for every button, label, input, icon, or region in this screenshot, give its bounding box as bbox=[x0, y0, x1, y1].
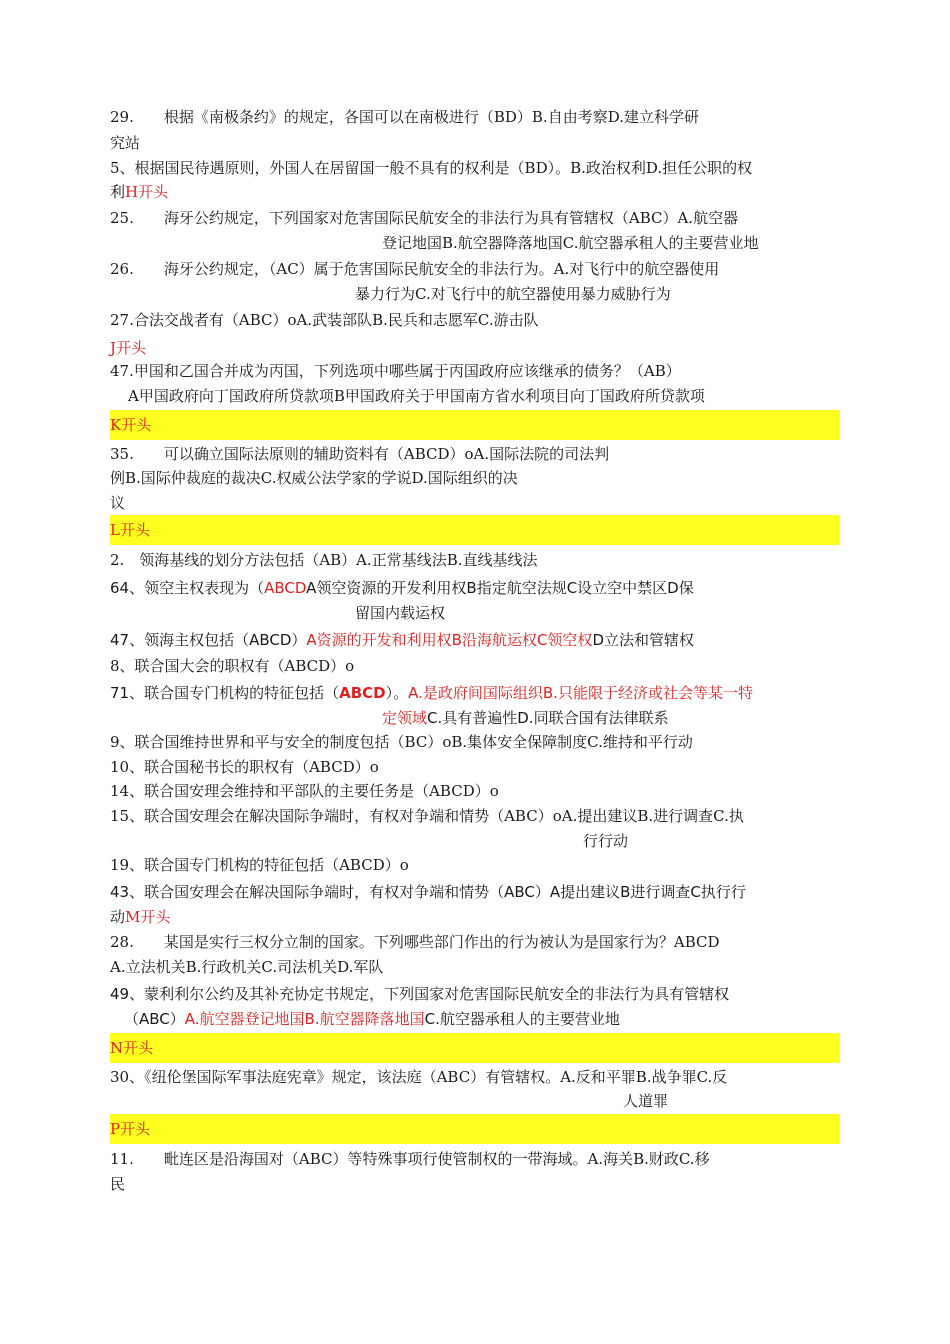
q64-line2: 留国内载运权 bbox=[355, 604, 446, 622]
q26-line1: 26. 海牙公约规定，（AC）属于危害国际民航安全的非法行为。A.对飞行中的航空器使用 bbox=[110, 260, 720, 278]
section-heading-h: H开头 bbox=[125, 183, 169, 201]
section-heading-j: J开头 bbox=[110, 339, 147, 357]
q49-line2 bbox=[124, 1008, 620, 1030]
section-heading-p: P开头 bbox=[110, 1120, 151, 1138]
q71-options: C.具有普遍性D.同联合国有法律联系 bbox=[427, 709, 669, 727]
q71-red-tail: 定领域 bbox=[382, 709, 428, 727]
section-heading-k: K开头 bbox=[110, 416, 152, 434]
q64-answer: ABCD bbox=[264, 579, 307, 597]
section-band-n bbox=[110, 1033, 840, 1063]
q25-line2: 登记地国B.航空器降落地国C.航空器承租人的主要营业地 bbox=[382, 234, 759, 252]
q11-line2: 民 bbox=[110, 1175, 126, 1193]
q47a-line1: 47.甲国和乙国合并成为丙国，下列选项中哪些属于丙国政府应该继承的债务？（AB） bbox=[110, 362, 681, 380]
section-band-p bbox=[110, 1114, 840, 1144]
q35-line3: 议 bbox=[110, 494, 126, 512]
q29-line1: 29. 根据《南极条约》的规定，各国可以在南极进行（BD）B.自由考察D.建立科学研 bbox=[110, 108, 699, 126]
q19-line: 19、联合国专门机构的特征包括（ABCD）o bbox=[110, 856, 409, 874]
q49-line1: 49、蒙利利尔公约及其补充协定书规定，下列国家对危害国际民航安全的非法行为具有管辖权 bbox=[110, 985, 730, 1003]
q15-line2: 行行动 bbox=[583, 832, 629, 850]
q43-line1: 43、联合国安理会在解决国际争端时，有权对争端和情势（ABC）A提出建议B进行调查C执行行 bbox=[110, 883, 746, 901]
q47b-prefix: 47、领海主权包括（ABCD） bbox=[110, 631, 307, 649]
q15-line1: 15、联合国安理会在解决国际争端时，有权对争端和情势（ABC）oA.提出建议B.进行调查C.执 bbox=[110, 807, 744, 825]
q49-answer: A.航空器登记地国B.航空器降落地国 bbox=[184, 1010, 425, 1028]
q71-red-options: A.是政府间国际组织B.只能限于经济或社会等某一特 bbox=[408, 684, 753, 702]
q71-line1 bbox=[110, 682, 753, 704]
q71-prefix: 71、联合国专门机构的特征包括（ bbox=[110, 684, 340, 702]
q71-line2 bbox=[382, 707, 669, 729]
q49-prefix: （ABC） bbox=[124, 1010, 185, 1028]
section-heading-l: L开头 bbox=[110, 521, 150, 539]
q71-paren: ）。 bbox=[385, 684, 409, 702]
q47a-line2: A甲国政府向丁国政府所贷款项B甲国政府关于甲国南方省水利项目向丁国政府所贷款项 bbox=[128, 387, 705, 405]
q47b-answer: A资源的开发和利用权B沿海航运权C领空权 bbox=[306, 631, 593, 649]
q43-line2 bbox=[110, 906, 170, 928]
q28-line2: A.立法机关B.行政机关C.司法机关D.军队 bbox=[110, 958, 384, 976]
q64-prefix: 64、领空主权表现为（ bbox=[110, 579, 265, 597]
q2-line: 2. 领海基线的划分方法包括（AB）A.正常基线法B.直线基线法 bbox=[110, 551, 538, 569]
q25-line1: 25. 海牙公约规定，下列国家对危害国际民航安全的非法行为具有管辖权（ABC）A.航空器 bbox=[110, 209, 739, 227]
q30-line2: 人道罪 bbox=[623, 1092, 669, 1110]
section-heading-n: N开头 bbox=[110, 1039, 154, 1057]
q9-line: 9、联合国维持世界和平与安全的制度包括（BC）oB.集体安全保障制度C.维持和平行动 bbox=[110, 733, 693, 751]
q49-suffix: C.航空器承租人的主要营业地 bbox=[424, 1010, 620, 1028]
section-band-l bbox=[110, 515, 840, 545]
q29-line2: 究站 bbox=[110, 134, 141, 152]
q35-line1: 35. 可以确立国际法原则的辅助资料有（ABCD）oA.国际法院的司法判 bbox=[110, 445, 610, 463]
q30-line1: 30、《纽伦堡国际军事法庭宪章》规定，该法庭（ABC）有管辖权。A.反和平罪B.战争罪C.反 bbox=[110, 1068, 728, 1086]
q47b-suffix: D立法和管辖权 bbox=[592, 631, 694, 649]
q27-line: 27.合法交战者有（ABC）oA.武装部队B.民兵和志愿军C.游击队 bbox=[110, 311, 539, 329]
section-band-k bbox=[110, 410, 840, 440]
q71-answer: ABCD bbox=[339, 684, 386, 702]
q28-line1: 28. 某国是实行三权分立制的国家。下列哪些部门作出的行为被认为是国家行为？ABCD bbox=[110, 933, 720, 951]
q5-line1: 5、根据国民待遇原则，外国人在居留国一般不具有的权利是（BD）。B.政治权利D.担任公职的权 bbox=[110, 159, 753, 177]
section-heading-m: M开头 bbox=[125, 908, 171, 926]
q43-line2-text: 动 bbox=[110, 908, 126, 926]
q47b-line bbox=[110, 629, 694, 651]
q8-line: 8、联合国大会的职权有（ABCD）o bbox=[110, 657, 355, 675]
q5-line2 bbox=[110, 181, 168, 203]
q64-line1 bbox=[110, 577, 694, 599]
q11-line1: 11. 毗连区是沿海国对（ABC）等特殊事项行使管制权的一带海域。A.海关B.财政C.移 bbox=[110, 1150, 710, 1168]
q64-options: A领空资源的开发利用权B指定航空法规C设立空中禁区D保 bbox=[306, 579, 694, 597]
q14-line: 14、联合国安理会维持和平部队的主要任务是（ABCD）o bbox=[110, 782, 499, 800]
q26-line2: 暴力行为C.对飞行中的航空器使用暴力威胁行为 bbox=[355, 285, 671, 303]
q35-line2: 例B.国际仲裁庭的裁决C.权威公法学家的学说D.国际组织的决 bbox=[110, 469, 518, 487]
q10-line: 10、联合国秘书长的职权有（ABCD）o bbox=[110, 758, 379, 776]
q5-line2-text: 利 bbox=[110, 183, 126, 201]
